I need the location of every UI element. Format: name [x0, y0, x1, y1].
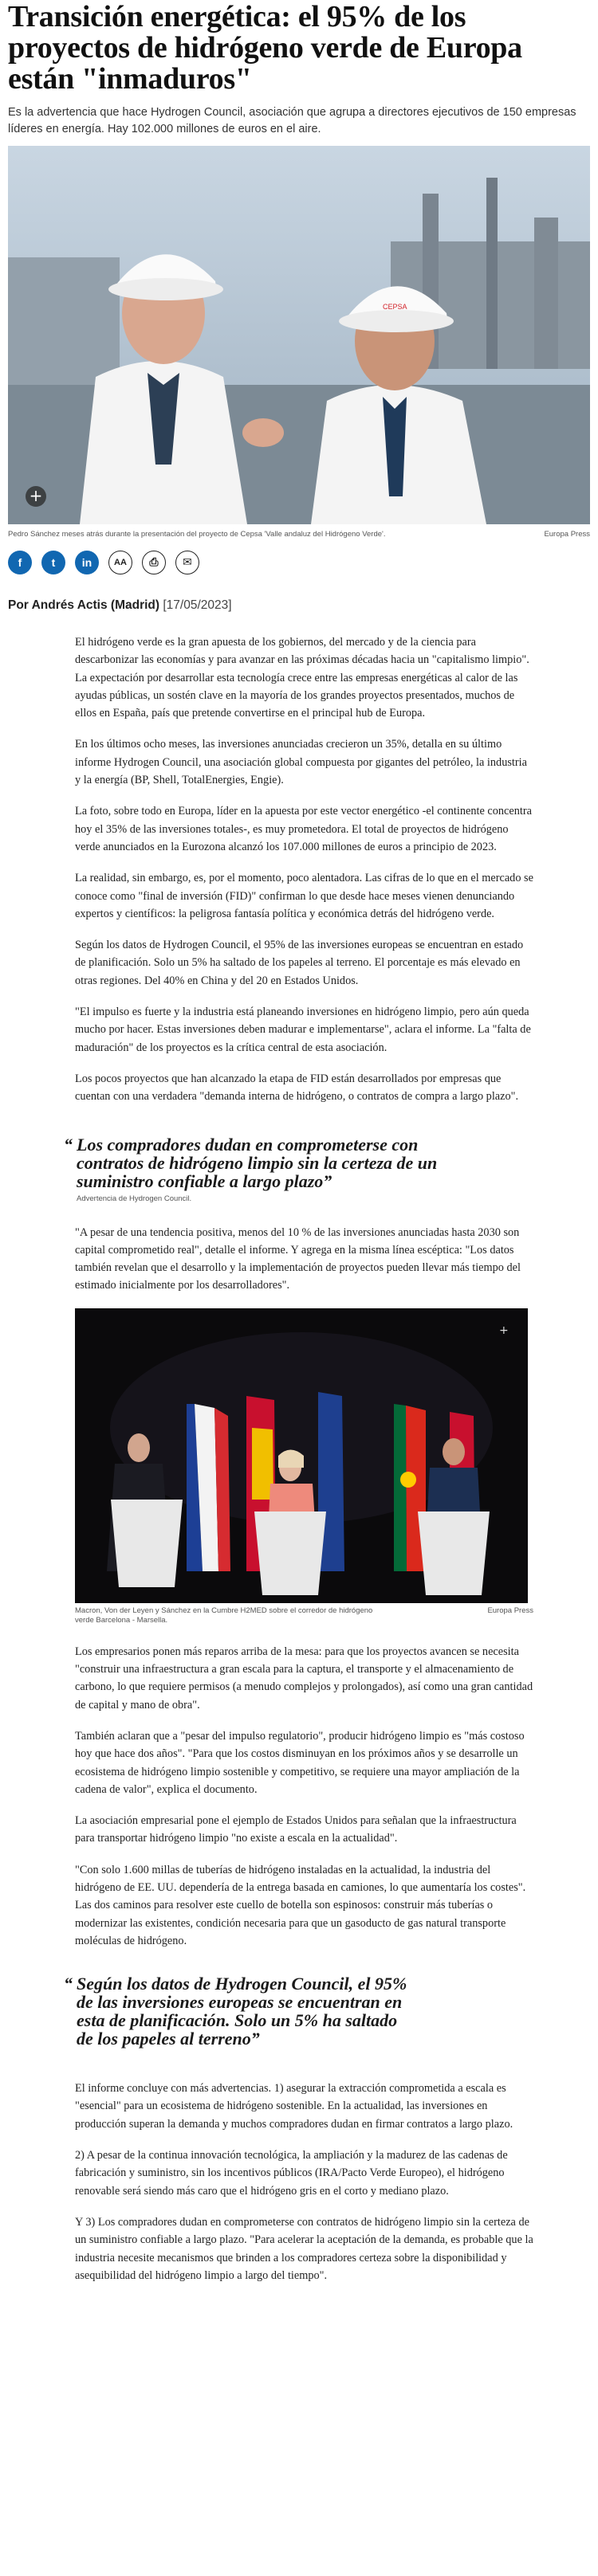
paragraph: "El impulso es fuerte y la industria está planeando inversiones en hidrógeno limpio, pero aún queda mucho por hacer. Estas inversiones deben madurar e implementarse", aclara el informe. La "falta de maduración" de los proyectos es la crítica central de esta asociación. [75, 1006, 531, 1054]
expand-photo-icon[interactable]: + [26, 486, 46, 507]
lead-photo-caption-row [8, 524, 590, 546]
paragraph: El hidrógeno verde es la gran apuesta de los gobiernos, del mercado y de la ciencia para descarbonizar las economías y para avanzar en las próximas décadas hacia un "capitalismo limpio". La expectación por desarrollar esta tecnología crece entre las empresas energéticas al calor de las ayudas públicas, un sostén clave en la mayoría de los grandes proyectos presentados, muchos de ellos en España, país que pretende convertirse en el principal hub de Europa. [75, 636, 529, 720]
text-size-icon[interactable]: AA [108, 551, 132, 574]
pullquote-source: Advertencia de Hydrogen Council. [77, 1194, 192, 1203]
pullquote-2-text: Según los datos de Hydrogen Council, el 95% de las inversiones europeas se encuentran en esta de planificación. Solo un 5% ha saltado de los papeles al terreno [77, 1974, 407, 2049]
quote-close-mark: ” [250, 2029, 260, 2049]
paragraph: En los últimos ocho meses, las inversiones anunciadas crecieron un 35%, detalla en su último informe Hydrogen Council, una asociación global compuesta por gigantes del petróleo, la industria y la energía (BP, Shell, TotalEnergies, Engie). [75, 738, 527, 787]
pullquote [8, 1119, 439, 1224]
article-body-3 [8, 2080, 533, 2284]
lead-photo-caption: Pedro Sánchez meses atrás durante la presentación del proyecto de Cepsa 'Valle andaluz del Hidrógeno Verde'. [8, 530, 386, 539]
helmet-logo: CEPSA [383, 303, 407, 311]
paragraph: El informe concluye con más advertencias. 1) asegurar la extracción comprometida a escala es "esencial" para un ecosistema de hidrógeno sostenible. En la actualidad, las inversiones en producción superan la demanda y muchos compradores dudan en firmar contratos a largo plazo. [75, 2082, 513, 2131]
headline: Transición energética: el 95% de los proyectos de hidrógeno verde de Europa están "inmaduros" [8, 0, 522, 96]
paragraph: También aclaran que a "pesar del impulso regulatorio", producir hidrógeno limpio es "más costoso hoy que hace dos años". "Para que los costos disminuyan en los próximos años y se desarrolle un ecosistema de hidrógeno limpio sostenible y competitivo, se requiere una mayor ampliación de la cadena de valor", explica el documento. [75, 1729, 525, 1796]
expand-photo-icon[interactable]: + [499, 1323, 509, 1337]
paragraph: Los empresarios ponen más reparos arriba de la mesa: para que los proyectos avancen se necesita "construir una infraestructura a gran escala para la captura, el transporte y el almacenamiento de carbono, lo que requiere permisos (a menudo complejos y prolongados), así como una gran cantidad de capital y mano de obra". [75, 1645, 533, 1711]
share-bar [8, 551, 590, 574]
quote-close-mark: ” [323, 1170, 332, 1191]
email-icon[interactable]: ✉ [175, 551, 199, 574]
summit-photo-illustration [75, 1308, 528, 1603]
paragraph: Y 3) Los compradores dudan en comprometerse con contratos de hidrógeno limpio sin la certeza de un suministro confiable a largo plazo. "Para acelerar la aceptación de la demanda, es probable que la industria necesite mecanismos que brinden a los compradores certeza sobre la disponibilidad y asequibilidad del hidrógeno limpio a largo del tiempo". [75, 2215, 533, 2282]
lead-photo-credit: Europa Press [544, 530, 590, 539]
facebook-icon[interactable]: f [8, 551, 32, 574]
pullquote-2-text-wrap [64, 1974, 415, 2048]
quote-open-mark: “ [64, 1134, 73, 1155]
summit-photo-caption: Macron, Von der Leyen y Sánchez en la Cumbre H2MED sobre el corredor de hidrógeno verde Barcelona - Marsella. [75, 1606, 373, 1625]
article-body [8, 633, 533, 1106]
paragraph: "A pesar de una tendencia positiva, menos del 10 % de las inversiones anunciadas hasta 2030 son capital comprometido real", detalle el informe. Y agrega en la misma línea escéptica: "Los datos también revelan que el desarrollo y la implementación de proyectos pueden llevar más tiempo del estimado inicialmente por los desarrolladores". [75, 1225, 521, 1292]
paragraph: "Con solo 1.600 millas de tuberías de hidrógeno instaladas en la actualidad, la industria del hidrógeno de EE. UU. dependería de la entrega basada en camiones, lo que aumentaría los costes". Las dos caminos para resolver este cuello de botella son espinosos: construir más tuberías o modernizar las existentes, condición necesaria para que un gasoducto de gas natural transporte moléculas de hidrógeno. [75, 1863, 526, 1947]
twitter-icon[interactable]: t [41, 551, 65, 574]
summit-photo[interactable] [75, 1308, 528, 1603]
paragraph: La realidad, sin embargo, es, por el momento, poco alentadora. Las cifras de lo que en el mercado se conoce como "final de inversión (FID)" confirman lo que desde hace meses vienen denunciando expertos y científicos: la peligrosa fantasía política y económica detrás del hidrógeno verde. [75, 872, 533, 920]
pullquote-text: Los compradores dudan en comprometerse con contratos de hidrógeno limpio sin la certeza de un suministro confiable a largo plazo [77, 1134, 438, 1191]
subtitle: Es la advertencia que hace Hydrogen Council, asociación que agrupa a directores ejecutivos de 150 empresas líderes en energía. Hay 102.000 millones de euros en el aire. [8, 106, 576, 135]
lead-photo[interactable] [8, 146, 590, 524]
quote-open-mark: “ [64, 1974, 73, 1994]
paragraph: 2) A pesar de la continua innovación tecnológica, la ampliación y la madurez de las cadenas de fabricación y suministro, sin los incentivos públicos (IRA/Pacto Verde Europeo), el hidrógeno renovable será siendo más caro que el hidrógeno gris en el corto y mediano plazo. [75, 2149, 508, 2198]
paragraph: Los pocos proyectos que han alcanzado la etapa de FID están desarrollados por empresas que cuentan con una verdadera "demanda interna de hidrógeno, o contratos de compra a largo plazo". [75, 1072, 519, 1104]
article [0, 2, 598, 2284]
linkedin-icon[interactable]: in [75, 551, 99, 574]
byline [8, 598, 590, 613]
paragraph: La foto, sobre todo en Europa, líder en la apuesta por este vector energético -el continente concentra hoy el 35% de las inversiones totales-, es muy prometedora. El total de proyectos de hidrógeno verde anunciados en la Eurozona alcanzó los 107.000 millones de euros a principio de 2023. [75, 805, 532, 853]
publish-date: [17/05/2023] [163, 598, 232, 612]
pullquote-text-wrap [64, 1135, 439, 1190]
pullquote-2 [8, 1963, 415, 2080]
paragraph: Según los datos de Hydrogen Council, el 95% de las inversiones europeas se encuentran en estado de planificación. Solo un 5% ha saltado de los papeles al terreno. El porcentaje es más elevado en otras regiones. Del 40% en China y del 20 en Estados Unidos. [75, 939, 524, 987]
paragraph: La asociación empresarial pone el ejemplo de Estados Unidos para señalan que la infraestructura para transportar hidrógeno limpio "no existe a escala en la actualidad". [75, 1814, 517, 1845]
article-body-2 [8, 1224, 533, 1951]
print-icon[interactable]: ⎙ [142, 551, 166, 574]
author[interactable]: Por Andrés Actis (Madrid) [8, 598, 160, 612]
summit-photo-credit: Europa Press [487, 1606, 533, 1615]
lead-photo-illustration [8, 146, 590, 524]
summit-photo-caption-row [75, 1603, 533, 1643]
